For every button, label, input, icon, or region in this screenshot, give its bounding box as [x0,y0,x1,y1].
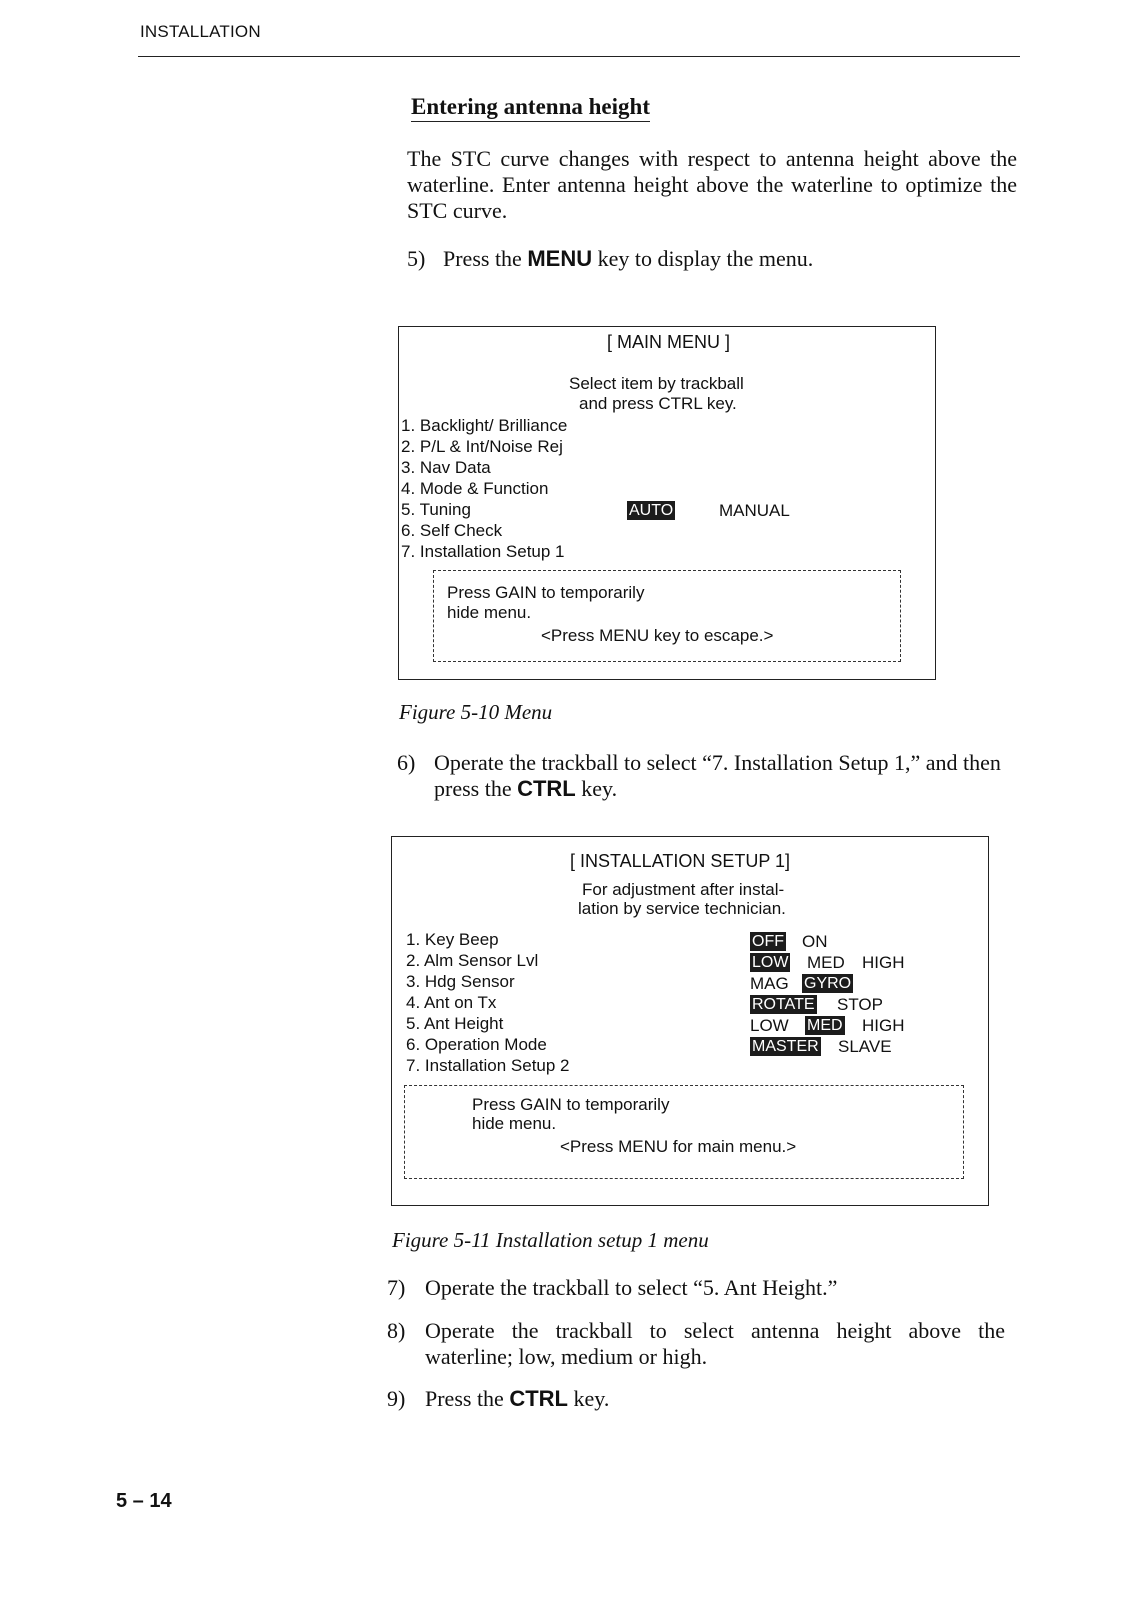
key-beep-off-option[interactable]: OFF [752,933,784,950]
key-name: CTRL [517,776,576,801]
hdg-sensor-mag-option[interactable]: MAG [750,974,789,993]
tuning-auto-option[interactable]: AUTO [629,502,674,519]
setup-menu-subtitle: lation by service technician. [578,899,786,918]
main-menu-escape-note: <Press MENU key to escape.> [541,626,774,645]
figure-caption: Figure 5-10 Menu [399,700,553,724]
main-menu-instruction: Select item by trackball [569,374,744,393]
section-title: Entering antenna height [411,94,650,122]
step-8 [387,1318,1007,1374]
ant-on-tx-stop-option[interactable]: STOP [837,995,883,1014]
step-number: 7) [387,1275,406,1300]
alm-sensor-low-option[interactable]: LOW [752,954,789,971]
step-9 [387,1386,1007,1414]
ant-height-med-option[interactable]: MED [807,1017,843,1034]
running-head: INSTALLATION [140,22,261,41]
step-number: 5) [407,246,426,271]
operation-mode-master-option[interactable]: MASTER [752,1038,819,1055]
setup-menu-main-menu-note: <Press MENU for main menu.> [560,1137,797,1156]
page-number: 5 – 14 [116,1490,172,1512]
step-5 [407,246,1007,274]
hdg-sensor-gyro-option[interactable]: GYRO [804,975,852,992]
menu-item-tuning[interactable]: 5. Tuning [401,500,471,519]
installation-setup-1-figure [391,836,989,1206]
menu-item-nav-data[interactable]: 3. Nav Data [401,458,491,477]
ant-height-high-option[interactable]: HIGH [862,1016,905,1035]
figure-caption: Figure 5-11 Installation setup 1 menu [392,1228,709,1252]
step-text: Operate the trackball to select antenna height above the waterline; low, medium or high. [425,1318,1005,1369]
tuning-manual-option[interactable]: MANUAL [719,501,790,520]
intro-paragraph: The STC curve changes with respect to antenna height above the waterline. Enter antenna height above the waterline to optimize the STC curve. [407,146,1017,223]
step-number: 9) [387,1386,406,1411]
setup-item-hdg-sensor[interactable]: 3. Hdg Sensor [406,972,515,991]
setup-menu-title: [ INSTALLATION SETUP 1] [570,851,791,871]
main-menu-title: [ MAIN MENU ] [607,332,731,352]
step-text: Press the [443,246,528,271]
step-7 [387,1275,1007,1303]
header-rule [138,56,1020,57]
operation-mode-slave-option[interactable]: SLAVE [838,1037,892,1056]
main-menu-figure [398,326,936,680]
setup-menu-note: hide menu. [472,1114,557,1133]
main-menu-note: hide menu. [447,603,532,622]
menu-item-backlight[interactable]: 1. Backlight/ Brilliance [401,416,568,435]
alm-sensor-high-option[interactable]: HIGH [862,953,905,972]
ant-on-tx-rotate-option[interactable]: ROTATE [752,996,815,1013]
main-menu-note: Press GAIN to temporarily [447,583,645,602]
alm-sensor-med-option[interactable]: MED [807,953,845,972]
step-number: 8) [387,1318,406,1343]
setup-item-installation-setup-2[interactable]: 7. Installation Setup 2 [406,1056,570,1075]
step-text: key to display the menu. [592,246,814,271]
setup-item-alm-sensor[interactable]: 2. Alm Sensor Lvl [406,951,539,970]
setup-item-ant-on-tx[interactable]: 4. Ant on Tx [406,993,497,1012]
menu-item-self-check[interactable]: 6. Self Check [401,521,503,540]
step-text: key. [575,776,618,801]
ant-height-low-option[interactable]: LOW [750,1016,789,1035]
step-6 [397,750,1017,806]
setup-menu-subtitle: For adjustment after instal- [582,880,785,899]
step-text: Operate the trackball to select “5. Ant Height.” [425,1275,838,1300]
menu-item-installation-setup-1[interactable]: 7. Installation Setup 1 [401,542,565,561]
step-number: 6) [397,750,416,775]
step-text: Operate the trackball to select “7. Installation Setup 1,” and then press the [434,750,1001,801]
menu-item-mode-function[interactable]: 4. Mode & Function [401,479,549,498]
key-name: CTRL [509,1386,568,1411]
key-beep-on-option[interactable]: ON [802,932,828,951]
main-menu-instruction: and press CTRL key. [579,394,737,413]
setup-menu-note: Press GAIN to temporarily [472,1095,670,1114]
menu-item-pl-noise[interactable]: 2. P/L & Int/Noise Rej [401,437,563,456]
setup-item-ant-height[interactable]: 5. Ant Height [406,1014,504,1033]
key-name: MENU [527,246,593,271]
setup-item-operation-mode[interactable]: 6. Operation Mode [406,1035,547,1054]
step-text: Press the [425,1386,510,1411]
step-text: key. [567,1386,610,1411]
setup-item-key-beep[interactable]: 1. Key Beep [406,930,499,949]
